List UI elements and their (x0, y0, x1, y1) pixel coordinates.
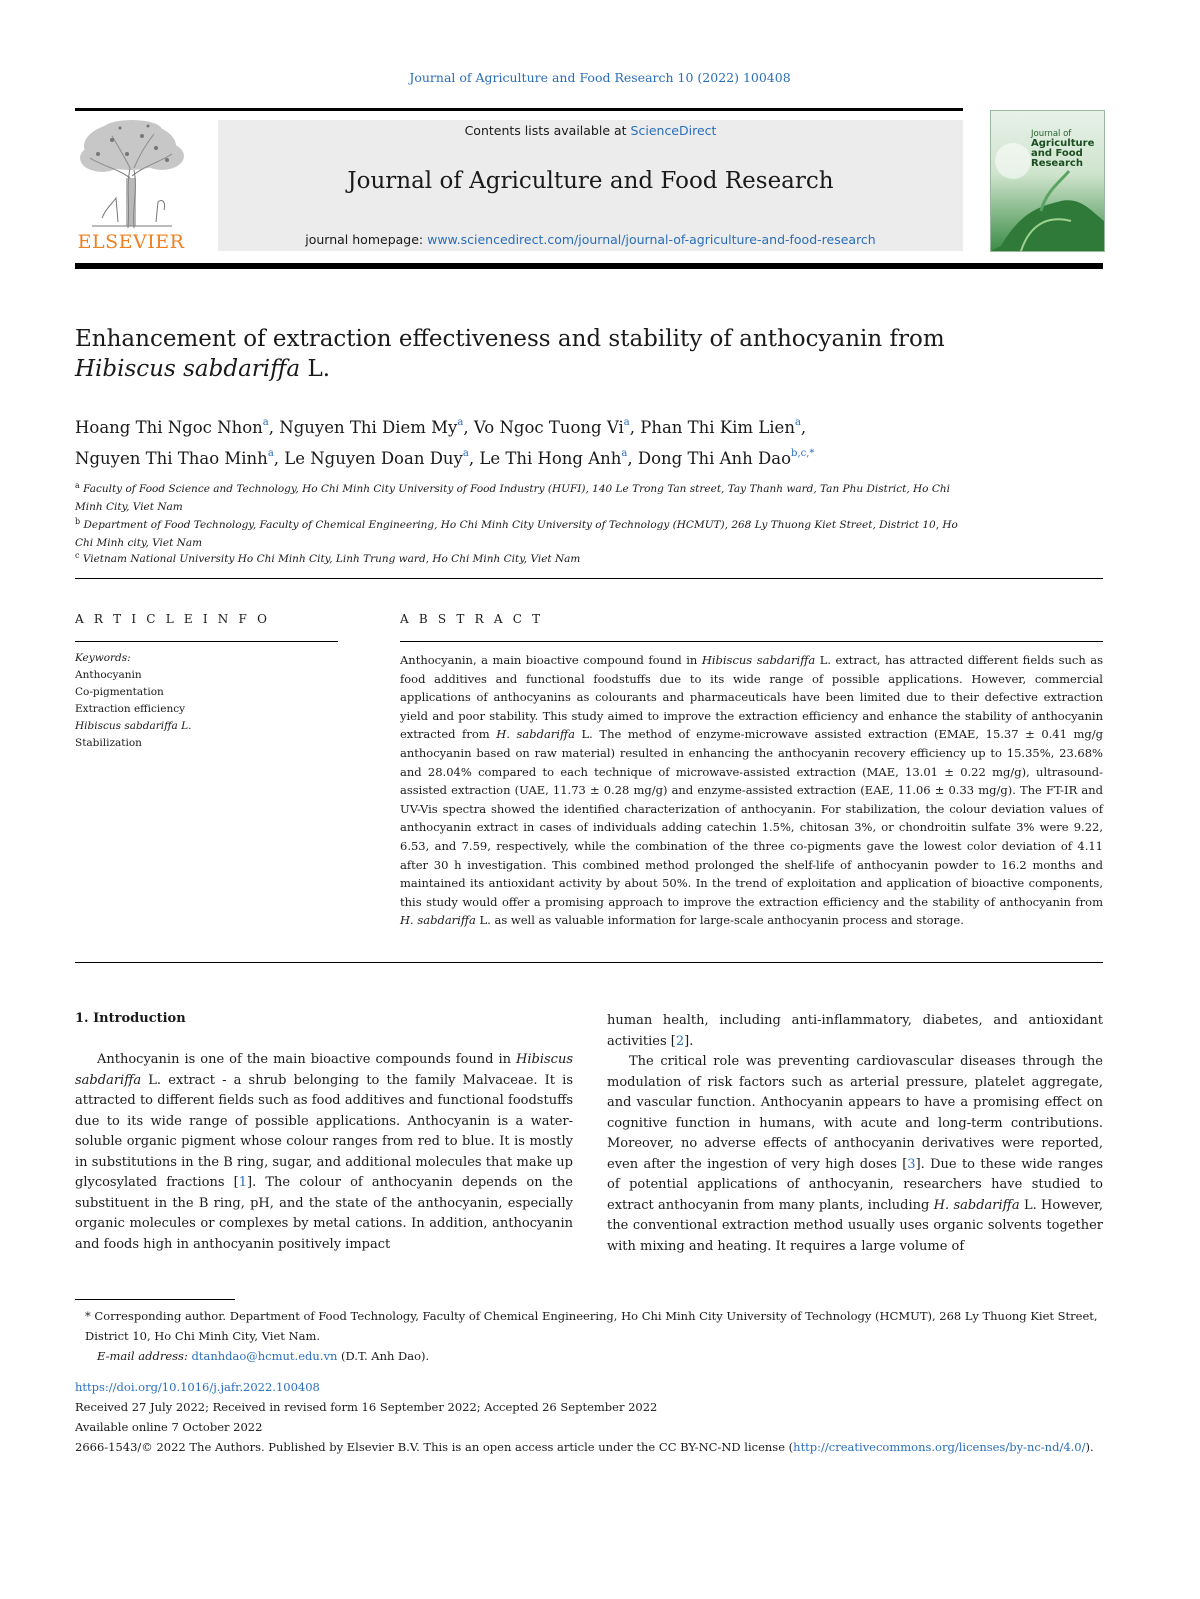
title-species: Hibiscus sabdariffa (75, 356, 301, 382)
introduction-right-column (607, 1011, 1103, 1257)
footnote-rule (75, 1299, 235, 1300)
author-name[interactable]: Dong Thi Anh Dao (637, 449, 792, 468)
author-affiliation-marker[interactable]: a (262, 417, 269, 428)
homepage-prefix: journal homepage: (305, 232, 428, 247)
journal-homepage-link[interactable]: www.sciencedirect.com/journal/journal-of-agriculture-and-food-research (427, 232, 876, 247)
abstract-heading: A B S T R A C T (400, 612, 544, 626)
author-affiliation-marker[interactable]: a (462, 448, 469, 459)
keywords-block (75, 650, 335, 752)
top-rule (75, 108, 963, 111)
author-affiliation-marker[interactable]: a (794, 417, 801, 428)
author-name[interactable]: Le Thi Hong Anh (479, 449, 622, 468)
author-name[interactable]: Nguyen Thi Thao Minh (75, 449, 268, 468)
paragraph: human health, including anti-inflammatory, diabetes, and antioxidant activities [2]. (607, 1013, 1103, 1049)
available-online: Available online 7 October 2022 (75, 1420, 263, 1434)
keyword-item: Co-pigmentation (75, 686, 164, 698)
author-affiliation-marker[interactable]: a (621, 448, 628, 459)
citation-link[interactable]: 1 (238, 1175, 248, 1190)
introduction-heading: 1. Introduction (75, 1011, 186, 1026)
publisher-wordmark: ELSEVIER (77, 231, 185, 253)
contents-line (218, 123, 963, 138)
homepage-line (218, 232, 963, 247)
corresponding-author-footnote: * Corresponding author. Department of Food Technology, Faculty of Chemical Engineering, Ho Chi Minh City University of Technology (HCMUT), 268 Ly Thuong Kiet Street, District 10, Ho Chi Minh City, Viet Nam. E-mail address: dtanhdao@hcmut.edu.vn (D.T. Anh Dao). (85, 1309, 1098, 1363)
author-affiliation-marker[interactable]: a (623, 417, 630, 428)
email-link[interactable]: dtanhdao@hcmut.edu.vn (191, 1349, 338, 1363)
keyword-item: Stabilization (75, 737, 142, 749)
author-affiliation-marker[interactable]: b,c,* (791, 448, 815, 459)
doi-link[interactable]: https://doi.org/10.1016/j.jafr.2022.100408 (75, 1380, 320, 1394)
contents-prefix: Contents lists available at (464, 123, 631, 138)
citation-link[interactable]: 2 (675, 1033, 685, 1049)
article-title: Enhancement of extraction effectiveness and stability of anthocyanin from Hibiscus sabdariffa L. (75, 326, 945, 382)
journal-cover-thumbnail[interactable] (990, 110, 1105, 252)
keyword-item: Hibiscus sabdariffa L. (75, 720, 192, 732)
affiliation-rule (75, 578, 1103, 579)
abstract-rule (400, 641, 1103, 642)
masthead-rule (75, 263, 1103, 269)
cover-title: Journal of Agriculture and Food Research (1031, 129, 1095, 169)
journal-title: Journal of Agriculture and Food Research (347, 168, 834, 194)
author-name[interactable]: Nguyen Thi Diem My (279, 418, 458, 437)
author-affiliation-marker[interactable]: a (267, 448, 274, 459)
license-statement: 2666-1543/© 2022 The Authors. Published by Elsevier B.V. This is an open access article under the CC BY-NC-ND license (http://creativecommons.org/licenses/by-nc-nd/4.0/). (75, 1440, 1094, 1454)
keyword-item: Extraction efficiency (75, 703, 186, 715)
introduction-left-column: Anthocyanin is one of the main bioactive compounds found in Hibiscus sabdariffa L. extract - a shrub belonging to the family Malvaceae. It is attracted to different fields such as food additives and functional foodstuffs due to its wide range of possible applications. Anthocyanin is a water-soluble organic pigment whose colour ranges from red to blue. It is mostly in substitutions in the B ring, sugar, and additional molecules that make up glycosylated fractions [1]. The colour of anthocyanin depends on the substituent in the B ring, pH, and the state of the anthocyanin, especially organic molecules or complexes by metal cations. In addition, anthocyanin and foods high in anthocyanin positively impact (75, 1052, 573, 1252)
author-affiliation-marker[interactable]: a (457, 417, 464, 428)
abstract-end-rule (75, 962, 1103, 963)
journal-masthead (218, 120, 963, 251)
paragraph: The critical role was preventing cardiovascular diseases through the modulation of risk factors such as arterial pressure, platelet aggregate, and vascular function. Anthocyanin appears to have a promising effect on cognitive function in humans, with acute and long-term contributions. Moreover, no adverse effects of anthocyanin derivatives were reported, even after the ingestion of very high doses [3]. Due to these wide ranges of potential applications of anthocyanin, researchers have studied to extract anthocyanin from many plants, including H. sabdariffa L. However, the conventional extraction method usually uses organic solvents together with mixing and heating. It requires a large volume of (607, 1054, 1103, 1254)
keyword-item: Anthocyanin (75, 669, 142, 681)
affiliation-a: $^a$ Faculty of Food Science and Technology, Ho Chi Minh City University of Food Industry (HUFI), 140 Le Trong Tan street, Tay Thanh ward, Tan Phu District, Ho Chi Minh City, Viet Nam (75, 481, 950, 513)
author-list: Hoang Thi Ngoc Nhon$^a$, Nguyen Thi Diem My$^a$, Vo Ngoc Tuong Vi$^a$, Phan Thi Kim Lien$^a$, Nguyen Thi Thao Minh$^a$, Le Nguyen Doan Duy$^a$, Le Thi Hong Anh$^a$, Dong Thi Anh Dao$^{b,c,*}$ (75, 417, 815, 468)
sciencedirect-link[interactable]: ScienceDirect (630, 123, 717, 138)
affiliation-b: $^b$ Department of Food Technology, Faculty of Chemical Engineering, Ho Chi Minh City University of Technology (HCMUT), 268 Ly Thuong Kiet Street, District 10, Ho Chi Minh city, Viet Nam (75, 517, 958, 549)
author-name[interactable]: Hoang Thi Ngoc Nhon (75, 418, 263, 437)
keywords-label: Keywords: (75, 652, 131, 664)
received-dates: Received 27 July 2022; Received in revised form 16 September 2022; Accepted 26 September 2022 (75, 1400, 658, 1414)
article-info-rule (75, 641, 338, 642)
elsevier-tree-icon (72, 118, 190, 230)
abstract-text: Anthocyanin, a main bioactive compound found in Hibiscus sabdariffa L. extract, has attracted different fields such as food additives and functional foodstuffs due to its wide range of possible applications. However, commercial applications of anthocyanins as colourants and pharmaceuticals have been limited due to their defective extraction yield and poor stability. This study aimed to improve the extraction efficiency and enhance the stability of anthocyanin extracted from H. sabdariffa L. The method of enzyme-microwave assisted extraction (EMAE, 15.37 ± 0.41 mg/g anthocyanin based on raw material) resulted in enhancing the anthocyanin recovery efficiency up to 15.35%, 23.68% and 28.04% compared to each technique of microwave-assisted extraction (MAE, 13.01 ± 0.22 mg/g), ultrasound-assisted extraction (UAE, 11.73 ± 0.28 mg/g) and enzyme-assisted extraction (EAE, 11.06 ± 0.33 mg/g). The FT-IR and UV-Vis spectra showed the identified characterization of anthocyanin. For stabilization, the colour deviation values of anthocyanin extract in cases of individuals adding catechin 1.5%, chitosan 3%, or chondroitin sulfate 3% were 9.22, 6.53, and 7.59, respectively, while the combination of the three co-pigments gave the lowest color deviation of 4.11 after 30 h investigation. This combined method prolonged the shelf-life of anthocyanin powder to 16.2 months and maintained its antioxidant activity by about 50%. In the trend of exploitation and application of bioactive components, this study would offer a promising approach to improve the extraction efficiency and the stability of anthocyanin from H. sabdariffa L. as well as valuable information for large-scale anthocyanin process and storage. (400, 653, 1103, 928)
affiliation-c: $^c$ Vietnam National University Ho Chi Minh City, Linh Trung ward, Ho Chi Minh City, Viet Nam (75, 551, 581, 565)
author-name[interactable]: Phan Thi Kim Lien (640, 418, 795, 437)
running-head[interactable]: Journal of Agriculture and Food Research 10 (2022) 100408 (409, 70, 791, 85)
author-name[interactable]: Le Nguyen Doan Duy (284, 449, 463, 468)
article-info-heading: A R T I C L E I N F O (75, 612, 271, 626)
elsevier-logo[interactable] (72, 118, 190, 256)
publication-info (75, 1377, 1103, 1457)
citation-link[interactable]: 3 (907, 1156, 916, 1172)
author-name[interactable]: Vo Ngoc Tuong Vi (473, 418, 624, 437)
license-link[interactable]: http://creativecommons.org/licenses/by-nc-nd/4.0/ (793, 1440, 1086, 1454)
